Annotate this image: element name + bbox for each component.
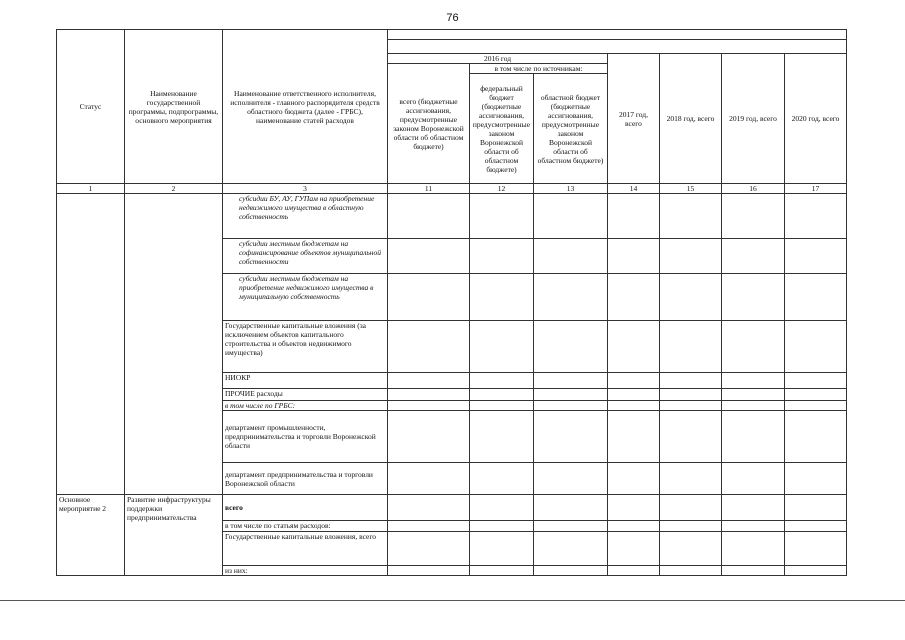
table-row [57, 495, 847, 521]
row-label: субсидии местным бюджетам на приобретение недвижимого имущества в муниципальную собственность [223, 274, 388, 321]
table-row [57, 194, 847, 239]
row-label: субсидии местным бюджетам на софинансирование объектов муниципальной собственности [223, 239, 388, 274]
row-label: из них: [223, 566, 388, 576]
year-2016-header: 2016 год [388, 54, 608, 64]
executor-header: Наименование ответственного исполнителя, исполнителя - главного распорядителя средств областного бюджета (далее - ГРБС), наименование статей расходов [223, 30, 388, 184]
column-number: 17 [785, 184, 847, 194]
row-label: ПРОЧИЕ расходы [223, 389, 388, 401]
year-2017-header: 2017 год, всего [608, 54, 660, 184]
column-number: 12 [470, 184, 534, 194]
page-number: 76 [446, 12, 459, 24]
status-cell-empty [57, 194, 125, 495]
row-label: в том числе по ГРБС: [223, 401, 388, 411]
status-header: Статус [57, 30, 125, 184]
column-number: 3 [223, 184, 388, 194]
column-number: 11 [388, 184, 470, 194]
column-number: 14 [608, 184, 660, 194]
regional-budget-header: областной бюджет (бюджетные ассигнования, предусмотренные законом Воронежской области об областном бюджете) [534, 74, 608, 184]
row-label: в том числе по статьям расходов: [223, 521, 388, 532]
row-label: субсидии БУ, АУ, ГУПам на приобретение недвижимого имущества в областную собственность [223, 194, 388, 239]
event2-status: Основное мероприятие 2 [57, 495, 125, 576]
budget-table [56, 29, 847, 576]
row-label: всего [223, 495, 388, 521]
row-label: Государственные капитальные вложения, всего [223, 532, 388, 566]
column-numbers-row [57, 184, 847, 194]
column-number: 16 [722, 184, 785, 194]
page-bottom-divider [0, 600, 905, 601]
column-number: 13 [534, 184, 608, 194]
column-number: 2 [125, 184, 223, 194]
header-blank-row-2 [388, 40, 847, 54]
row-label: НИОКР [223, 373, 388, 389]
program-name-header: Наименование государственной программы, подпрограммы, основного мероприятия [125, 30, 223, 184]
federal-budget-header: федеральный бюджет (бюджетные ассигнования, предусмотренные законом Воронежской области об областном бюджете) [470, 74, 534, 184]
year-2019-header: 2019 год, всего [722, 54, 785, 184]
program-cell-empty [125, 194, 223, 495]
column-number: 1 [57, 184, 125, 194]
year-2020-header: 2020 год, всего [785, 54, 847, 184]
row-label: департамент промышленности, предпринимательства и торговли Воронежской области [223, 411, 388, 463]
row-label: Государственные капитальные вложения (за исключением объектов капитального строительства и объектов недвижимого имущества) [223, 321, 388, 373]
event2-name: Развитие инфраструктуры поддержки предпринимательства [125, 495, 223, 576]
year-2018-header: 2018 год, всего [660, 54, 722, 184]
total-2016-header: всего (бюджетные ассигнования, предусмотренные законом Воронежской области об областном бюджете) [388, 64, 470, 184]
by-sources-header: в том числе по источникам: [470, 64, 608, 74]
header-blank-row-1 [388, 30, 847, 40]
row-label: департамент предпринимательства и торговли Воронежской области [223, 463, 388, 495]
column-number: 15 [660, 184, 722, 194]
